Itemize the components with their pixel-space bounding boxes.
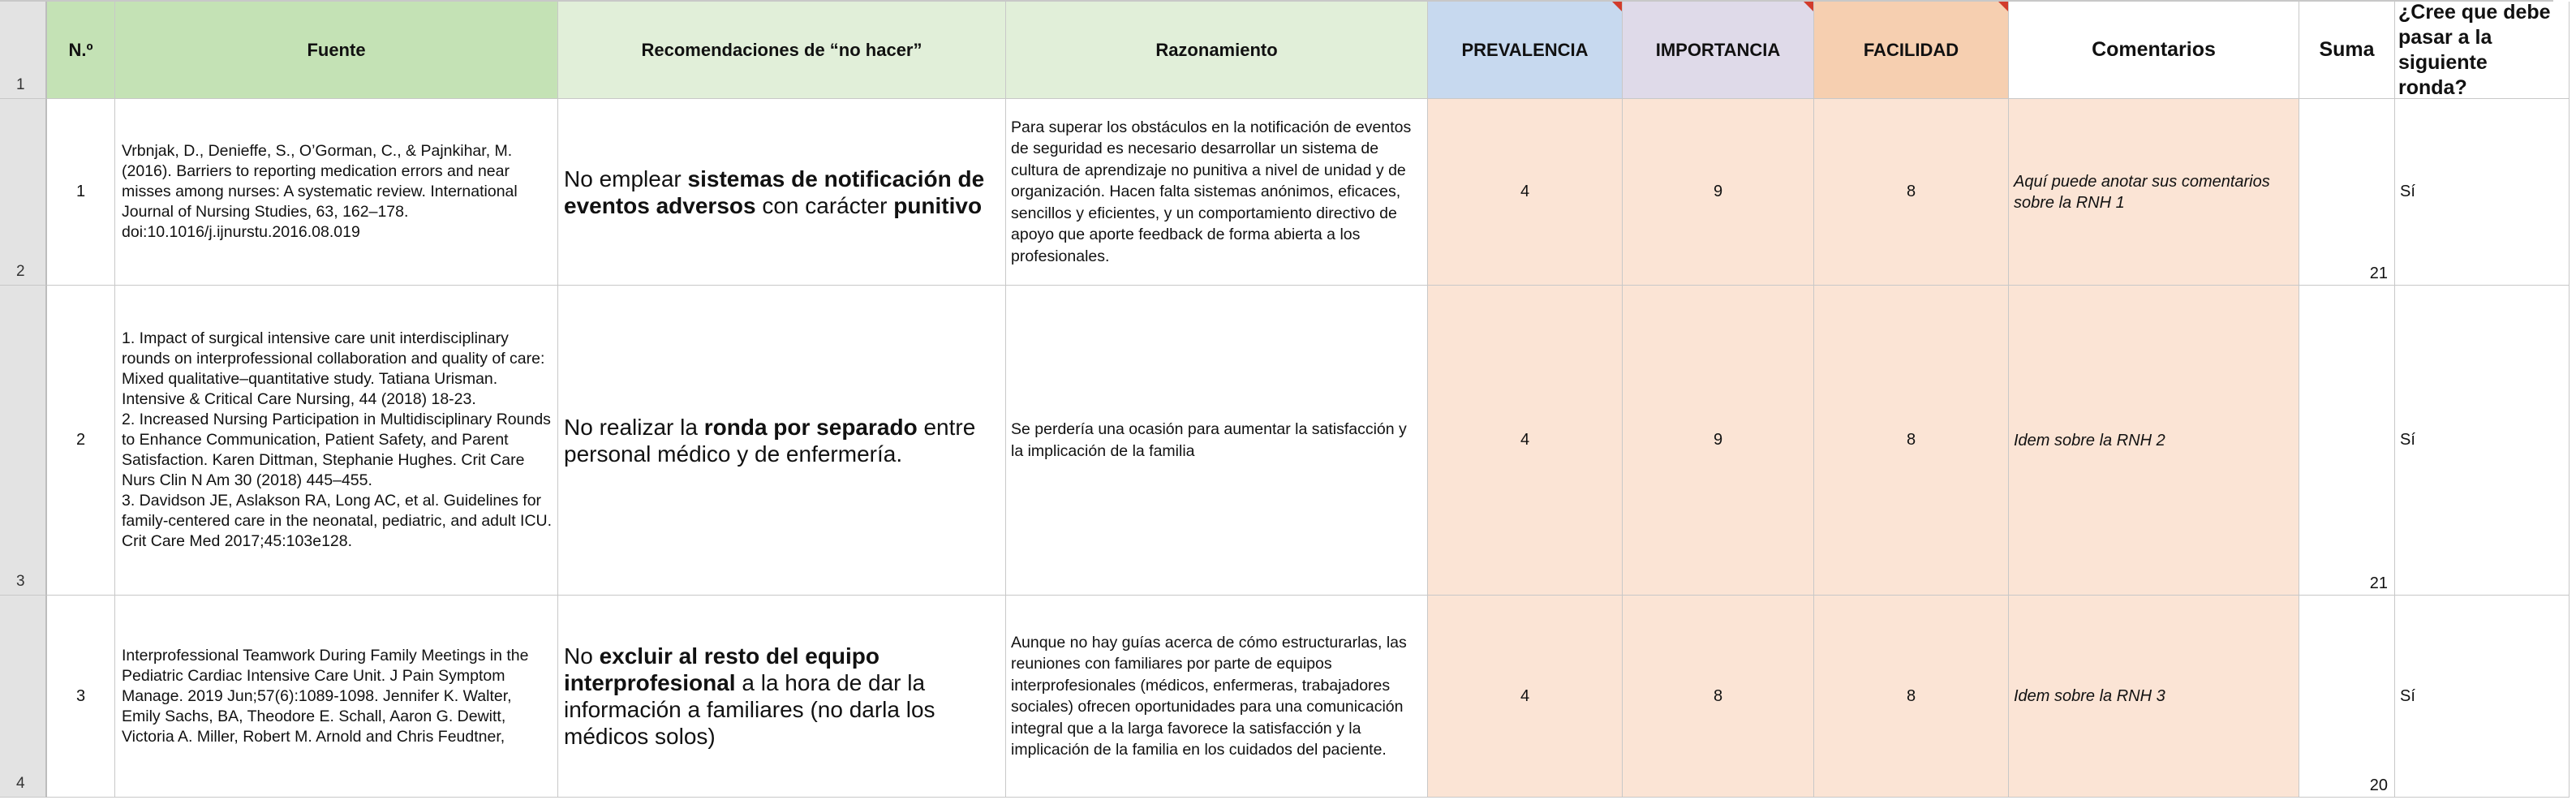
cell-prevalencia[interactable]: 4	[1428, 99, 1623, 286]
recomendacion-text: No emplear sistemas de notificación de eventos adversos con carácter punitivo	[564, 166, 985, 218]
recomendacion-text: No realizar la ronda por separado entre personal médico y de enfermería.	[564, 414, 976, 467]
cell-recomendacion[interactable]	[558, 596, 1006, 798]
cell-prevalencia[interactable]: 4	[1428, 286, 1623, 596]
cell-facilidad[interactable]: 8	[1814, 286, 2009, 596]
cell-comentarios[interactable]	[2009, 596, 2299, 798]
cell-pasar[interactable]: Sí	[2395, 99, 2570, 286]
razonamiento-text: Aunque no hay guías acerca de cómo estructurarlas, las reuniones con familiares por parte de equipos interprofesionales (médicos, enfermeras, trabajadores sociales) ofrecen oportunidades para una comunicación integral que a la larga favorece la satisfacción y la implicación de la familia en los cuidados del paciente.	[1011, 633, 1407, 759]
cell-razonamiento[interactable]	[1006, 286, 1428, 596]
row-header-3[interactable]: 3	[0, 286, 47, 596]
cell-recomendacion[interactable]	[558, 99, 1006, 286]
cell-num[interactable]: 3	[47, 596, 115, 798]
cell-fuente[interactable]	[115, 596, 558, 798]
cell-pasar[interactable]: Sí	[2395, 596, 2570, 798]
fuente-text: Interprofessional Teamwork During Family Meetings in the Pediatric Cardiac Intensive Care Unit. J Pain Symptom Manage. 2019 Jun;57(6):1089-1098. Jennifer K. Walter, Emily Sachs, BA, Theodore E. Schall, Aaron G. Dewitt, Victoria A. Miller, Robert M. Arnold and Chris Feudtner,	[122, 646, 529, 746]
cell-recomendacion[interactable]	[558, 286, 1006, 596]
razonamiento-text: Se perdería una ocasión para aumentar la satisfacción y la implicación de la familia	[1011, 420, 1407, 460]
fuente-text: Vrbnjak, D., Denieffe, S., O’Gorman, C., & Pajnkihar, M. (2016). Barriers to reporting medication errors and near misses among nurses: A systematic review. International Journal of Nursing Studies, 63, 162–178. doi:10.1016/j.ijnurstu.2016.08.019	[122, 142, 518, 241]
comentario-text: Aquí puede anotar sus comentarios sobre la RNH 1	[2014, 172, 2270, 212]
header-facilidad[interactable]: FACILIDAD	[1814, 2, 2009, 99]
header-razonamiento[interactable]: Razonamiento	[1006, 2, 1428, 99]
row-header-4[interactable]: 4	[0, 596, 47, 798]
header-num[interactable]: N.º	[47, 2, 115, 99]
cell-fuente[interactable]	[115, 286, 558, 596]
cell-num[interactable]: 2	[47, 286, 115, 596]
cell-comentarios[interactable]	[2009, 286, 2299, 596]
header-importancia[interactable]: IMPORTANCIA	[1623, 2, 1814, 99]
header-suma[interactable]: Suma	[2299, 2, 2395, 99]
comentario-text: Idem sobre la RNH 3	[2014, 687, 2165, 705]
header-comentarios[interactable]: Comentarios	[2009, 2, 2299, 99]
header-fuente[interactable]: Fuente	[115, 2, 558, 99]
header-recomendaciones[interactable]: Recomendaciones de “no hacer”	[558, 2, 1006, 99]
cell-razonamiento[interactable]	[1006, 99, 1428, 286]
comentario-text: Idem sobre la RNH 2	[2014, 431, 2165, 449]
cell-prevalencia[interactable]: 4	[1428, 596, 1623, 798]
razonamiento-text: Para superar los obstáculos en la notificación de eventos de seguridad es necesario desarrollar un sistema de cultura de aprendizaje no punitiva a nivel de unidad y de organización. Hacen falta sistemas anónimos, eficaces, sencillos y eficientes, y un comportamiento directivo de apoyo que aporte feedback de forma abierta a los profesionales.	[1011, 118, 1412, 265]
recomendacion-text: No excluir al resto del equipo interprofesional a la hora de dar la información a familiares (no darla los médicos solos)	[564, 643, 935, 749]
header-prevalencia[interactable]: PREVALENCIA	[1428, 2, 1623, 99]
cell-fuente[interactable]	[115, 99, 558, 286]
row-header-2[interactable]: 2	[0, 99, 47, 286]
cell-importancia[interactable]: 8	[1623, 596, 1814, 798]
cell-suma[interactable]: 21	[2299, 286, 2395, 596]
cell-facilidad[interactable]: 8	[1814, 99, 2009, 286]
cell-facilidad[interactable]: 8	[1814, 596, 2009, 798]
fuente-text: 1. Impact of surgical intensive care unit interdisciplinary rounds on interprofessional collaboration and quality of care: Mixed qualitative–quantitative study. Tatiana Urisman. Intensive & Critical Care Nursing, 44 (2018) 18-23. 2. Increased Nursing Participation in Multidisciplinary Rounds to Enhance Communication, Patient Safety, and Parent Satisfaction. Karen Dittman, Stephanie Hughes. Crit Care Nurs Clin N Am 30 (2018) 445–455. 3. Davidson JE, Aslakson RA, Long AC, et al. Guidelines for family-centered care in the neonatal, pediatric, and adult ICU. Crit Care Med 2017;45:103e128.	[122, 329, 553, 550]
cell-importancia[interactable]: 9	[1623, 99, 1814, 286]
header-pasar[interactable]: ¿Cree que debe pasar a la siguiente ronda?	[2395, 2, 2570, 99]
cell-suma[interactable]: 20	[2299, 596, 2395, 798]
cell-pasar[interactable]: Sí	[2395, 286, 2570, 596]
cell-suma[interactable]: 21	[2299, 99, 2395, 286]
cell-razonamiento[interactable]	[1006, 596, 1428, 798]
cell-importancia[interactable]: 9	[1623, 286, 1814, 596]
cell-comentarios[interactable]	[2009, 99, 2299, 286]
row-header-1[interactable]: 1	[0, 2, 47, 99]
cell-num[interactable]: 1	[47, 99, 115, 286]
